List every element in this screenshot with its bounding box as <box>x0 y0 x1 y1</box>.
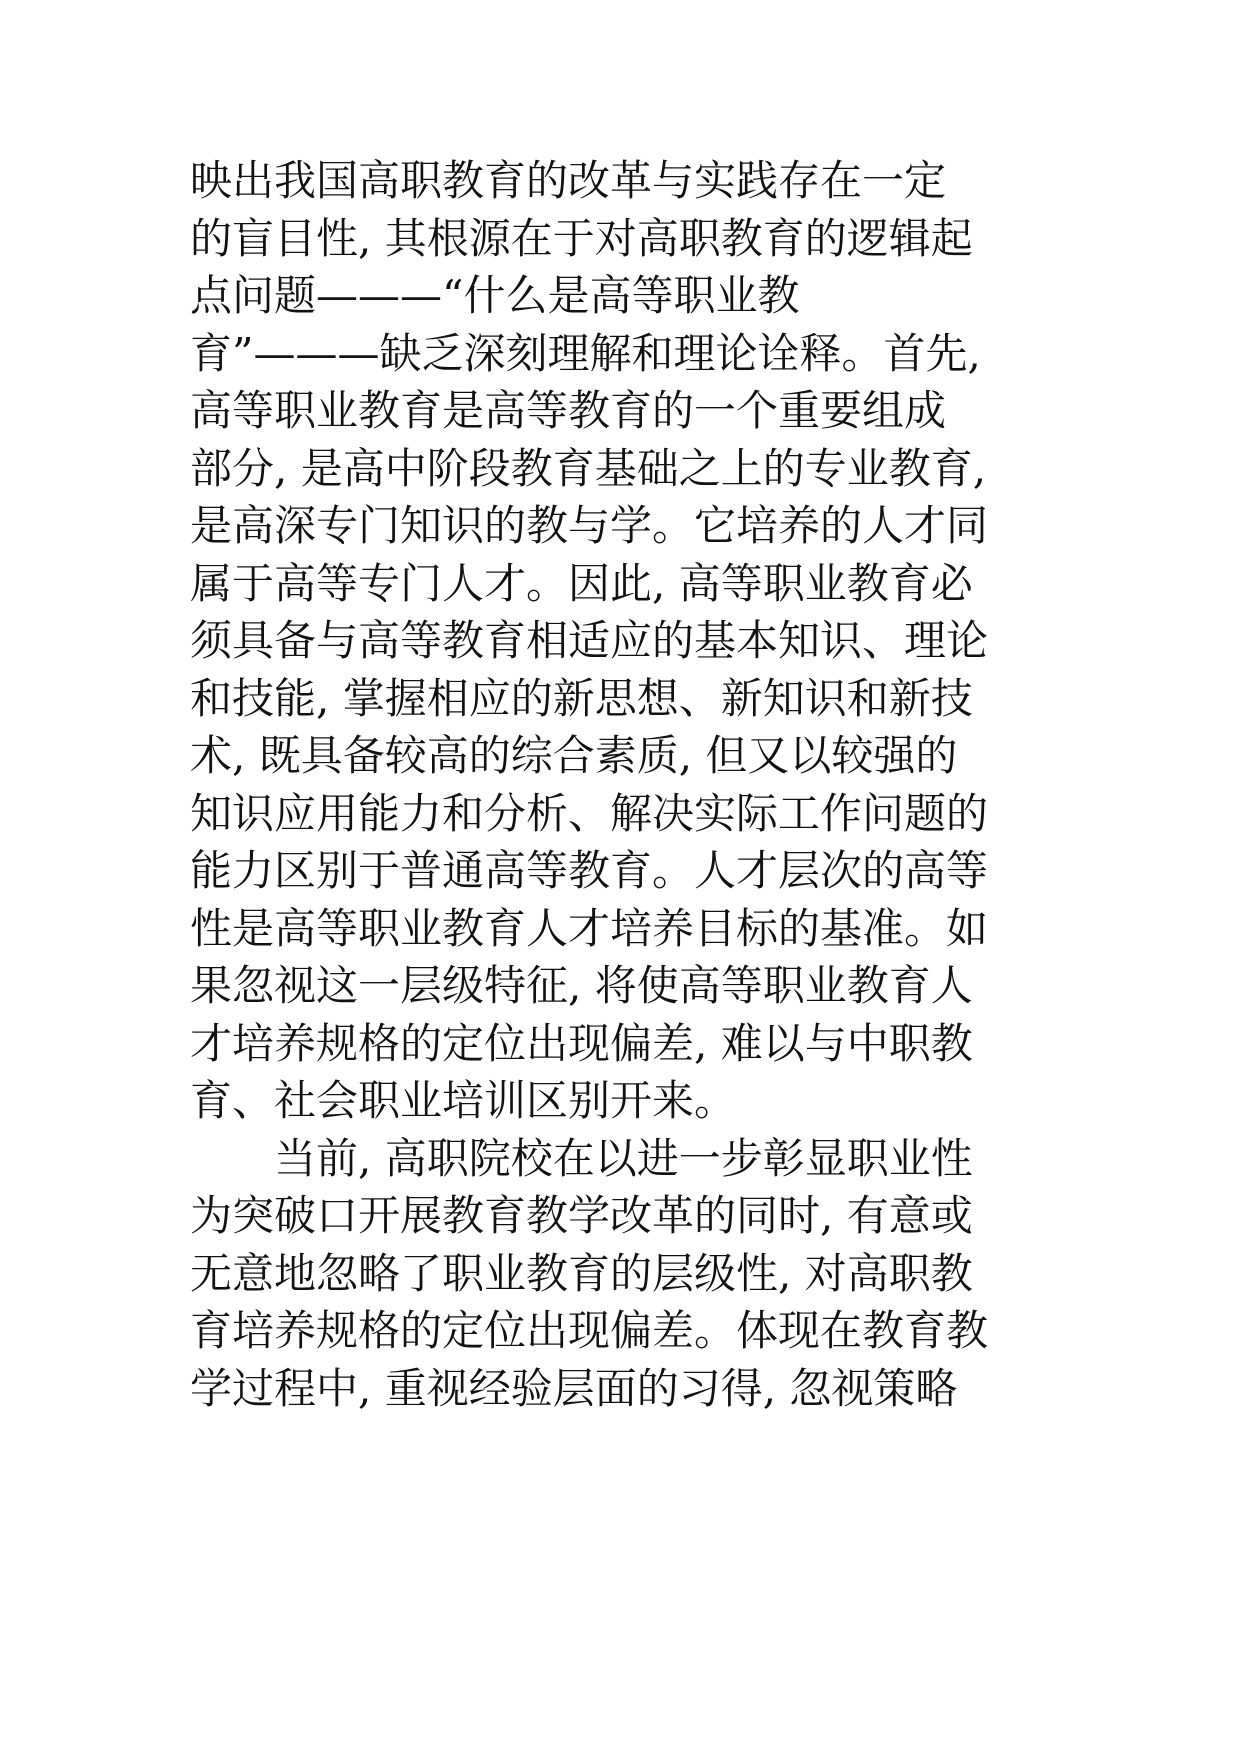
text-line: 才培养规格的定位出现偏差, 难以与中职教 <box>190 1018 973 1068</box>
text-line: 的盲目性, 其根源在于对高职教育的逻辑起 <box>190 213 973 263</box>
text-line: 学过程中, 重视经验层面的习得, 忽视策略 <box>190 1363 958 1413</box>
text-line: 为突破口开展教育教学改革的同时, 有意或 <box>190 1191 973 1240</box>
text-line: 知识应用能力和分析、解决实际工作问题的 <box>190 788 989 838</box>
text-line: 当前, 高职院校在以进一步彰显职业性 <box>190 1133 973 1183</box>
text-line: 性是高等职业教育人才培养目标的基准。如 <box>190 903 989 953</box>
text-line: 育培养规格的定位出现偏差。体现在教育教 <box>190 1306 989 1355</box>
text-line: 须具备与高等教育相适应的基本知识、理论 <box>190 616 989 665</box>
body-text <box>190 152 1090 1417</box>
text-line: 育”———缺乏深刻理解和理论诠释。首先, <box>190 328 981 378</box>
text-line: 高等职业教育是高等教育的一个重要组成 <box>190 386 947 435</box>
text-line: 部分, 是高中阶段教育基础之上的专业教育, <box>190 443 987 493</box>
text-line: 术, 既具备较高的综合素质, 但又以较强的 <box>190 731 958 780</box>
text-line: 属于高等专门人才。因此, 高等职业教育必 <box>190 558 973 608</box>
text-line: 和技能, 掌握相应的新思想、新知识和新技 <box>190 673 973 723</box>
text-line: 果忽视这一层级特征, 将使高等职业教育人 <box>190 961 973 1010</box>
text-line: 无意地忽略了职业教育的层级性, 对高职教 <box>190 1248 973 1298</box>
text-line: 育、社会职业培训区别开来。 <box>190 1076 737 1125</box>
text-line: 映出我国高职教育的改革与实践存在一定 <box>190 156 947 205</box>
text-line: 是高深专门知识的教与学。它培养的人才同 <box>190 501 989 550</box>
text-line: 能力区别于普通高等教育。人才层次的高等 <box>190 846 989 895</box>
text-line: 点问题———“什么是高等职业教 <box>190 271 800 320</box>
